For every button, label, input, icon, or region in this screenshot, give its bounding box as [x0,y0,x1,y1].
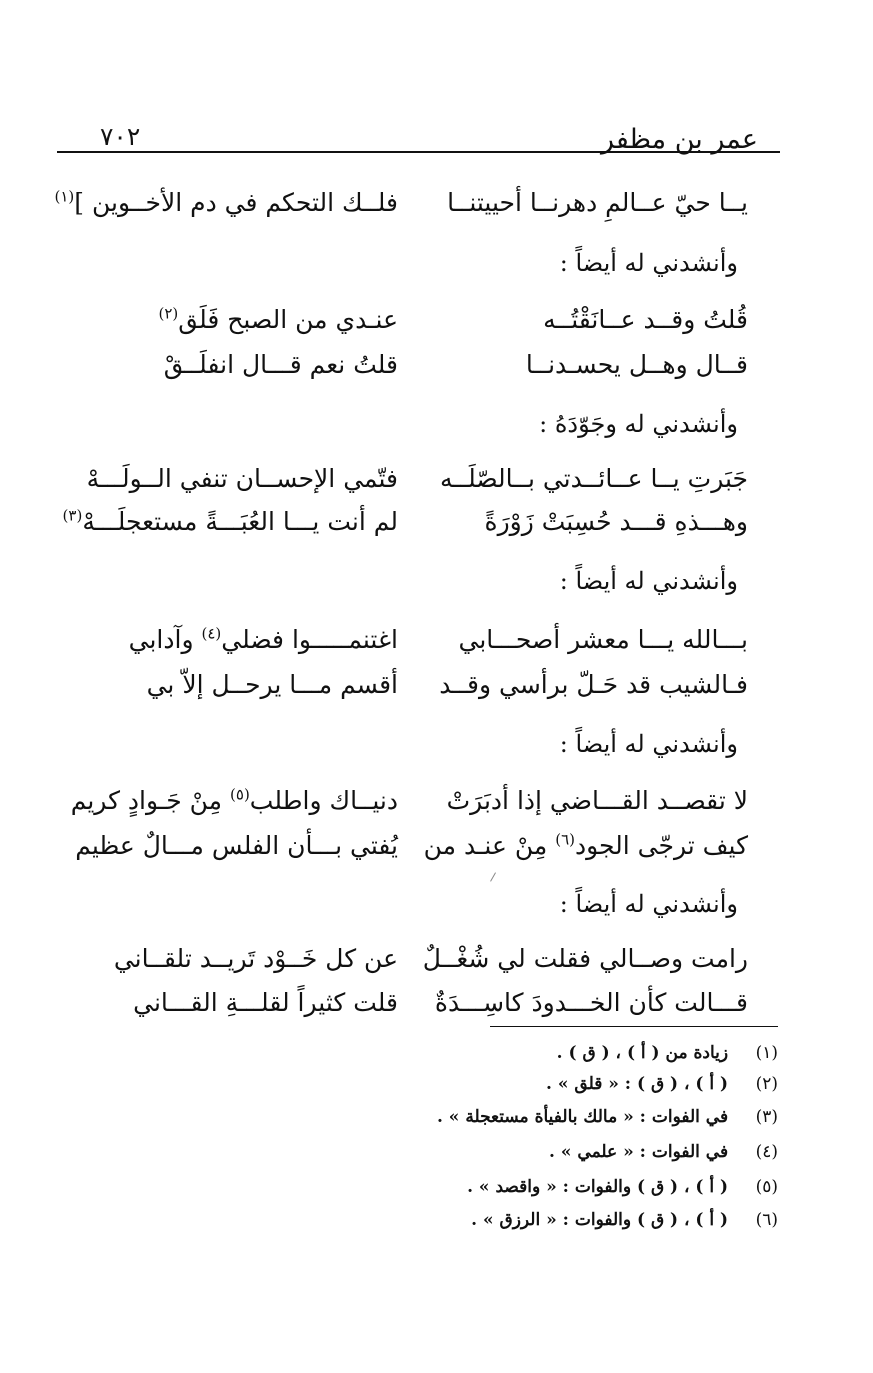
poem-intro: وأنشدني له وجَوّدَهُ : [539,410,738,438]
poem-intro: وأنشدني له أيضاً : [559,249,738,277]
page-number: ٧٠٢ [100,122,141,151]
verse-first-hemistich: كيف ترجّى الجود$^{(٦)}$ مِنْ عنـد من [423,830,748,860]
verse-first-hemistich: رامت وصــالي فقلت لي شُغْــلٌ [422,944,748,973]
footnote: (٥) ( أ ) ، ( ق ) والفوات : « واقصد » . [467,1177,778,1197]
footnote-marker: (١) [54,187,75,206]
verse-second-hemistich: دنيــاك واطلب$^{(٥)}$ مِنْ جَـوادٍ كريم [70,785,398,815]
verse-second-hemistich: عنـدي من الصبح فَلَق$^{(٢)}$ [158,304,398,334]
verse-second-hemistich: فلــك التحكم في دم الأخــوين ]$^{(١)}$ [54,187,398,217]
running-header-title: عمر بن مظفر [600,124,758,155]
verse-first-hemistich: جَبَرتِ يــا عــائــدتي بــالصّلَــه [440,464,748,493]
footnote: (٣) في الفوات : « مالك بالفيأة مستعجلة » . [436,1107,778,1127]
footnote: (٢) ( أ ) ، ( ق ) : « قلق » . [546,1074,778,1094]
poem-intro: وأنشدني له أيضاً : [559,567,738,595]
footnote-marker: (٦) [555,830,575,849]
footnote-marker: (٣) [62,506,83,525]
verse-second-hemistich: فتّمي الإحســان تنفي الــولَـــهْ [86,464,398,493]
header-divider [57,151,780,153]
verse-second-hemistich: قلت كثيراً لقلـــةِ القـــاني [133,988,398,1017]
footnote: (٤) في الفوات : « علمي » . [549,1142,778,1162]
ink-speck [490,872,503,885]
poem-intro: وأنشدني له أيضاً : [559,730,738,758]
verse-second-hemistich: قلتُ نعم قـــال انفلَــقْ [163,350,398,379]
footnote: (١) زيادة من ( أ ) ، ( ق ) . [556,1043,778,1063]
poem-intro: وأنشدني له أيضاً : [559,890,738,918]
verse-second-hemistich: عن كل خَــوْد تَريــد تلقــاني [113,944,398,973]
footnote-marker: (٤) [201,624,222,643]
footnote: (٦) ( أ ) ، ( ق ) والفوات : « الرزق » . [471,1210,778,1230]
verse-first-hemistich: قُلتُ وقــد عــانَقْتُــه [543,305,748,334]
verse-first-hemistich: قـــالت كأن الخـــدودَ كاسِـــدَةٌ [434,988,748,1017]
verse-second-hemistich: لم أنت يـــا العُبَـــةً مستعجلَـــهْ$^{(٣)}$ [62,506,398,536]
verse-first-hemistich: وهـــذهِ قـــد حُسِبَتْ زَوْرَةً [484,507,748,536]
verse-first-hemistich: فـالشيب قد حَـلّ برأسي وقــد [439,670,748,699]
footnote-marker: (٢) [158,304,179,323]
footnote-marker: (٥) [230,785,250,804]
verse-first-hemistich: لا تقصــد القـــاضي إذا أدبَرَتْ [446,786,748,815]
verse-first-hemistich: يــا حيّ عــالمِ دهرنــا أحييتنــا [447,188,748,217]
verse-second-hemistich: اغتنمـــــوا فضلي$^{(٤)}$ وآدابي [128,624,398,654]
footnote-divider [490,1026,778,1027]
verse-first-hemistich: بـــالله يـــا معشر أصحـــابي [458,625,748,654]
verse-first-hemistich: قــال وهــل يحسـدنــا [525,350,748,379]
verse-second-hemistich: أقسم مـــا يرحــل إلاّ بي [146,670,398,699]
verse-second-hemistich: يُفتي بـــأن الفلس مـــالٌ عظيم [75,831,398,860]
